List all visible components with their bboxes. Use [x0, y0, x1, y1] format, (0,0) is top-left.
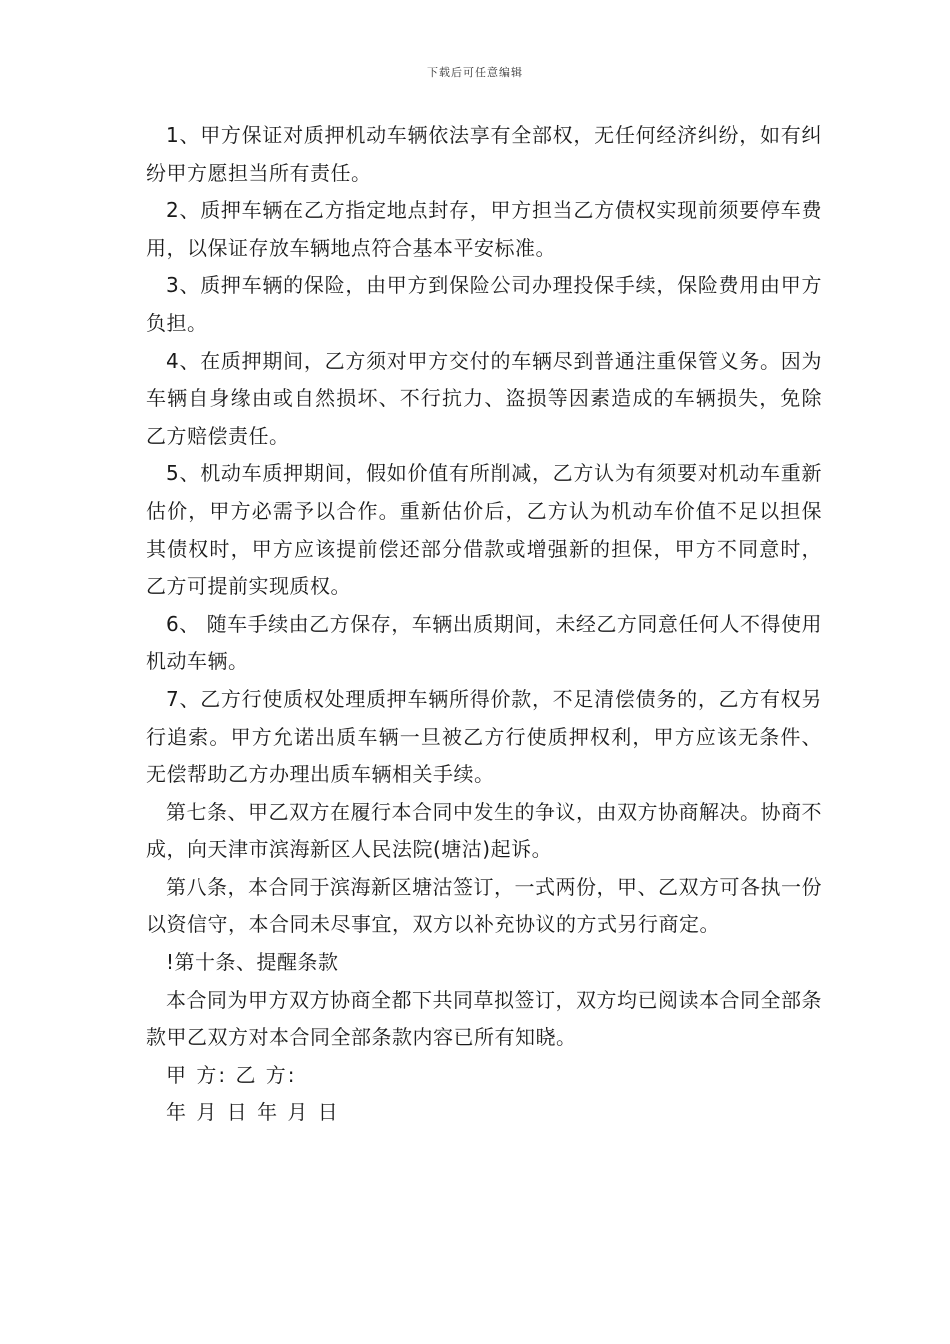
article-10-text: 本合同为甲方双方协商全都下共同草拟签订，双方均已阅读本合同全部条款甲乙双方对本合同全部条款内容已所有知晓。 — [146, 987, 822, 1050]
clause-5: 5、机动车质押期间，假如价值有所削减，乙方认为有须要对机动车重新估价，甲方必需予以合作。重新估价后，乙方认为机动车价值不足以担保其债权时，甲方应该提前偿还部分借款或增强新的担保，甲方不同意时，乙方可提前实现质权。 — [146, 461, 822, 599]
clause-6: 6、 随车手续由乙方保存，车辆出质期间，未经乙方同意任何人不得使用机动车辆。 — [146, 611, 822, 674]
clause-4: 4、在质押期间，乙方须对甲方交付的车辆尽到普通注重保管义务。因为车辆自身缘由或自然损坏、不行抗力、盗损等因素造成的车辆损失，免除乙方赔偿责任。 — [146, 348, 822, 448]
clause-2: 2、质押车辆在乙方指定地点封存，甲方担当乙方债权实现前须要停车费用，以保证存放车辆地点符合基本平安标准。 — [146, 198, 822, 260]
article-8-signing: 第八条，本合同于滨海新区塘沽签订，一式两份，甲、乙双方可各执一份以资信守，本合同未尽事宜，双方以补充协议的方式另行商定。 — [146, 874, 822, 937]
article-10-heading: !第十条、提醒条款 — [166, 950, 339, 975]
page-header-note: 下载后可任意编辑 — [427, 66, 523, 79]
clause-1: 1、甲方保证对质押机动车辆依法享有全部权，无任何经济纠纷，如有纠纷甲方愿担当所有责任。 — [146, 123, 822, 185]
signature-dates: 年 月 日 年 月 日 — [166, 1100, 340, 1125]
contract-body — [146, 117, 822, 1132]
clause-7: 7、乙方行使质权处理质押车辆所得价款，不足清偿债务的，乙方有权另行追索。甲方允诺出质车辆一旦被乙方行使质押权利，甲方应该无条件、无偿帮助乙方办理出质车辆相关手续。 — [146, 686, 822, 787]
signature-parties: 甲 方: 乙 方: — [166, 1062, 297, 1087]
article-7-dispute: 第七条、甲乙双方在履行本合同中发生的争议，由双方协商解决。协商不成，向天津市滨海新区人民法院(塘沽)起诉。 — [146, 799, 822, 862]
clause-3: 3、质押车辆的保险，由甲方到保险公司办理投保手续，保险费用由甲方负担。 — [146, 273, 822, 335]
